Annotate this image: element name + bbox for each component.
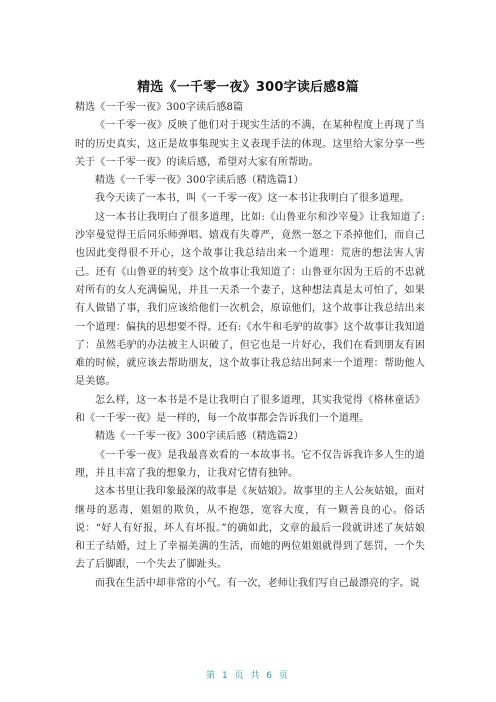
page-footer: 第 1 页 共 6 页 <box>206 671 290 681</box>
paragraph: 而我在生活中却非常的小气。有一次，老师让我们写自己最漂亮的字。说 <box>95 577 420 589</box>
paragraph: 怎么样，这一本书是不是让我明白了很多道理，其实我觉得《格林童话》和《一千零一夜》是一样的，每一个故事都会告诉我们一个道理。 <box>75 394 425 425</box>
page-title: 精选《一千零一夜》300字读后感8篇 <box>137 80 359 95</box>
paragraph: 这本书里让我印象最深的故事是《灰姑娘》。故事里的主人公灰姑娘，面对继母的恶毒，姐姐的欺负，从不抱怨，宽容大度，有一颗善良的心。俗话说：“好人有好报，坏人有坏报。”的确如此，文章的最后一段就讲述了灰姑娘和王子结婚，过上了幸福美满的生活，而她的两位姐姐就得到了惩罚，一个失去了后脚跟，一个失去了脚趾头。 <box>75 486 425 571</box>
paragraph: 精选《一千零一夜》300字读后感（精选篇1） <box>95 175 304 187</box>
paragraph: 这一本书让我明白了很多道理，比如:《山鲁亚尔和沙宰曼》让我知道了:沙宰曼觉得王后同乐师弹唱、嬉戏有失尊严，竟然一怒之下杀掉他们，而自己也因此变得很不开心，这个故事让我总结出来一个道理：荒唐的想法害人害己。还有《山鲁亚的转变》这个故事让我知道了：山鲁亚尔因为王后的不忠就对所有的女人充满偏见，并且一天杀一个妻子，这种想法真是太可怕了，如果有人做错了事，我们应该给他们一次机会，原谅他们，这个故事让我总结出来一个道理：偏执的思想要不得。还有:《水牛和毛驴的故事》这个故事让我知道了：虽然毛驴的办法被主人识破了，但它也是一片好心，我们在看到朋友有困难的时候，就应该去帮助朋友，这个故事让我总结出阿来一个道理：帮助他人是美德。 <box>75 211 425 388</box>
paragraph: 精选《一千零一夜》300字读后感8篇 <box>75 102 244 113</box>
paragraph: 《一千零一夜》反映了他们对于现实生活的不满，在某种程度上再现了当时的历史真实，这正是故事集现实主义表现手法的体现。这里给大家分享一些关于《一千零一夜》的读后感，希望对大家有所帮助。 <box>75 120 425 168</box>
paragraph: 精选《一千零一夜》300字读后感（精选篇2） <box>95 431 304 443</box>
paragraph: 《一千零一夜》是我最喜欢看的一本故事书。它不仅告诉我许多人生的道理，并且丰富了我的想象力，让我对它情有独钟。 <box>75 449 425 479</box>
document-body <box>75 99 425 593</box>
paragraph: 我今天读了一本书，叫《一千零一夜》这一本书让我明白了很多道理。 <box>95 193 410 205</box>
